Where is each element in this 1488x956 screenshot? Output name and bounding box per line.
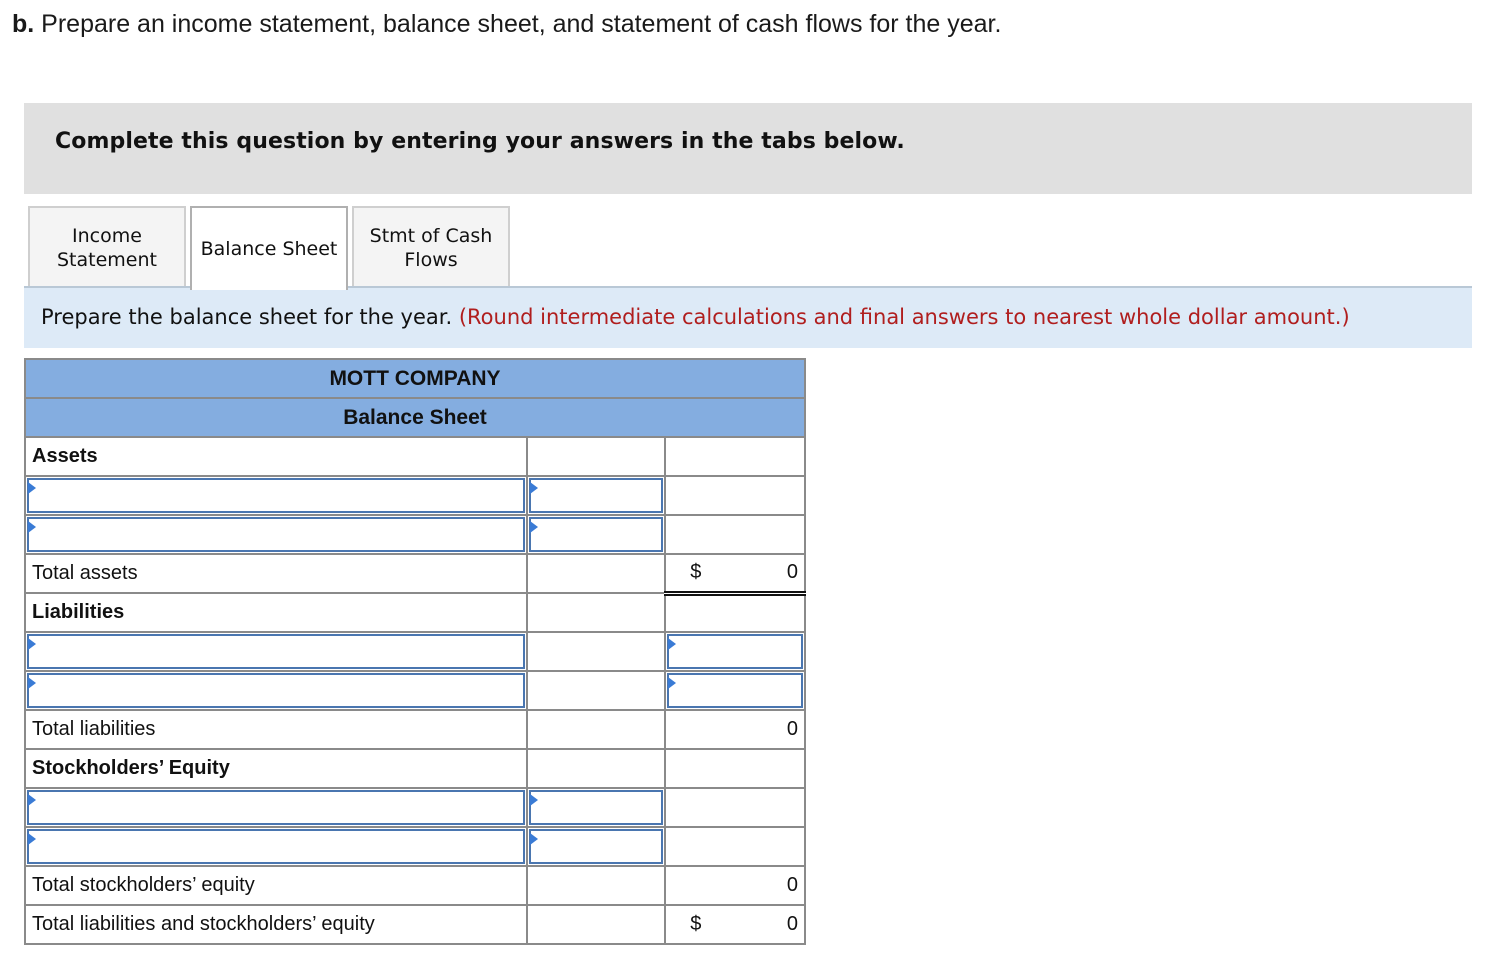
empty-cell	[527, 710, 666, 749]
prompt-text-line	[41, 305, 1350, 329]
empty-cell	[665, 476, 805, 515]
assets-heading: Assets	[25, 437, 527, 476]
total-liabilities-value: 0	[665, 710, 805, 749]
table-row	[25, 905, 805, 944]
equity-heading: Stockholders’ Equity	[25, 749, 527, 788]
total-assets-cell	[665, 554, 805, 593]
equity-1-amount-input[interactable]	[529, 790, 664, 825]
asset-2-account-input[interactable]	[27, 517, 525, 552]
liability-2-amount-input[interactable]	[667, 673, 803, 708]
equity-2-account-input[interactable]	[27, 829, 525, 864]
company-name: MOTT COMPANY	[25, 359, 805, 398]
empty-cell	[527, 554, 666, 593]
table-row	[25, 788, 805, 827]
table-row	[25, 671, 805, 710]
empty-cell	[665, 515, 805, 554]
empty-cell	[527, 632, 666, 671]
currency-symbol: $	[690, 913, 702, 935]
tab-income-statement[interactable]	[28, 206, 186, 287]
total-liab-equity-cell	[665, 905, 805, 944]
tab-balance-sheet[interactable]	[190, 206, 348, 290]
empty-cell	[665, 827, 805, 866]
question-text	[12, 8, 1001, 40]
asset-1-amount-input[interactable]	[529, 478, 664, 513]
table-row	[25, 437, 805, 476]
liability-2-account-input[interactable]	[27, 673, 525, 708]
empty-cell	[527, 905, 666, 944]
table-row	[25, 554, 805, 593]
total-liabilities-label: Total liabilities	[25, 710, 527, 749]
equity-2-amount-input[interactable]	[529, 829, 664, 864]
liability-1-amount-input[interactable]	[667, 634, 803, 669]
liabilities-heading: Liabilities	[25, 593, 527, 632]
question-body: Prepare an income statement, balance sheet, and statement of cash flows for the year.	[41, 10, 1002, 38]
empty-cell	[665, 788, 805, 827]
table-row	[25, 827, 805, 866]
total-assets-label: Total assets	[25, 554, 527, 593]
empty-cell	[527, 593, 666, 632]
asset-1-account-input[interactable]	[27, 478, 525, 513]
empty-cell	[527, 866, 666, 905]
currency-symbol: $	[690, 561, 702, 584]
tab-stmt-cash-flows-label: Stmt of Cash Flows	[369, 224, 493, 271]
empty-cell	[527, 437, 666, 476]
prompt-text: Prepare the balance sheet for the year.	[41, 305, 453, 329]
table-row	[25, 632, 805, 671]
instruction-bar	[24, 103, 1472, 194]
equity-1-account-input[interactable]	[27, 790, 525, 825]
table-row	[25, 710, 805, 749]
table-row	[25, 476, 805, 515]
total-equity-value: 0	[665, 866, 805, 905]
prompt-note: (Round intermediate calculations and final answers to nearest whole dollar amount.)	[458, 305, 1350, 329]
tab-balance-sheet-label: Balance Sheet	[200, 238, 338, 260]
empty-cell	[665, 749, 805, 788]
asset-2-amount-input[interactable]	[529, 517, 664, 552]
table-row	[25, 515, 805, 554]
tab-income-statement-label: Income Statement	[57, 224, 157, 271]
total-liab-equity-value: 0	[786, 913, 798, 935]
empty-cell	[665, 437, 805, 476]
table-row	[25, 593, 805, 632]
empty-cell	[527, 671, 666, 710]
total-equity-label: Total stockholders’ equity	[25, 866, 527, 905]
balance-sheet-table	[24, 358, 806, 945]
prompt-bar	[24, 288, 1472, 348]
total-liab-equity-label: Total liabilities and stockholders’ equity	[25, 905, 527, 944]
table-row	[25, 749, 805, 788]
empty-cell	[527, 749, 666, 788]
instruction-text: Complete this question by entering your answers in the tabs below.	[55, 129, 905, 154]
table-row	[25, 866, 805, 905]
total-assets-value: 0	[786, 561, 798, 584]
liability-1-account-input[interactable]	[27, 634, 525, 669]
tab-stmt-cash-flows[interactable]	[352, 206, 510, 287]
question-prefix: b.	[12, 10, 35, 38]
empty-cell	[665, 593, 805, 632]
sheet-title: Balance Sheet	[25, 398, 805, 437]
